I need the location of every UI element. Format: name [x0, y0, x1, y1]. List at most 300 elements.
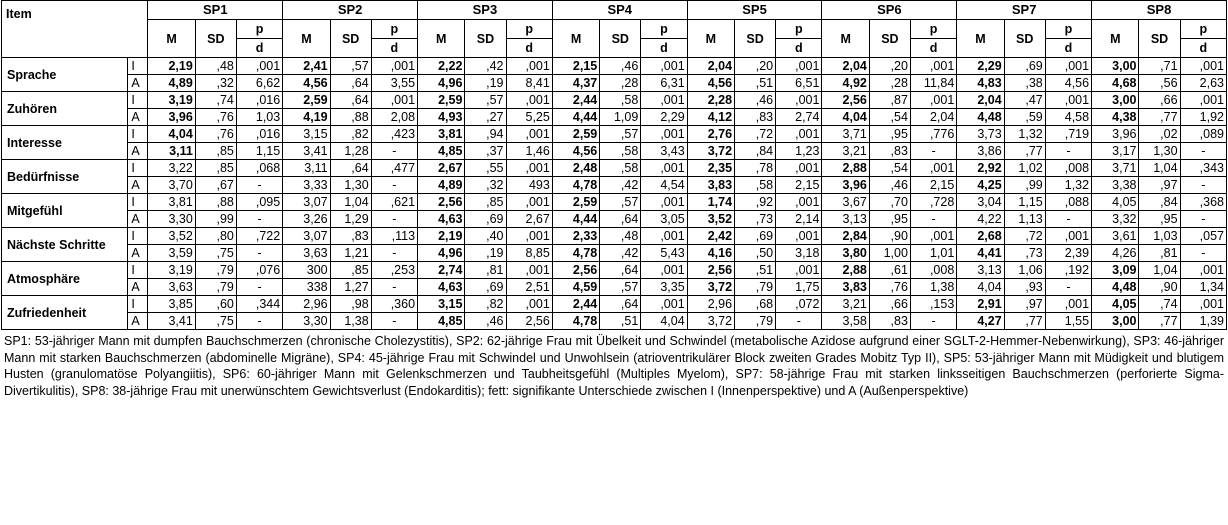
mean-value: 4,16	[687, 245, 734, 262]
mean-value: 300	[283, 262, 330, 279]
mean-value: 2,22	[418, 58, 465, 75]
p-header: p	[1180, 20, 1226, 39]
sd-value: ,85	[195, 143, 236, 160]
sd-value: ,85	[330, 262, 371, 279]
group-header-sp8: SP8	[1092, 1, 1227, 20]
mean-value: 3,73	[957, 126, 1004, 143]
mean-value: 2,96	[283, 296, 330, 313]
table-row	[2, 228, 1227, 245]
sd-value: ,46	[600, 58, 641, 75]
sd-value: ,02	[1139, 126, 1180, 143]
mean-value: 3,70	[148, 177, 195, 194]
sd-value: ,61	[869, 262, 910, 279]
sd-value: ,20	[735, 58, 776, 75]
mean-value: 4,78	[552, 245, 599, 262]
mean-value: 2,56	[822, 92, 869, 109]
group-header-sp5: SP5	[687, 1, 822, 20]
item-label: Sprache	[2, 58, 128, 92]
mean-value: 2,88	[822, 160, 869, 177]
header-row-stats	[2, 20, 1227, 39]
p-or-d-value: 1,23	[776, 143, 822, 160]
p-or-d-value: ,016	[236, 126, 282, 143]
p-or-d-value: ,728	[910, 194, 956, 211]
table-row	[2, 194, 1227, 211]
mean-header: M	[552, 20, 599, 58]
mean-value: 338	[283, 279, 330, 296]
mean-value: 4,85	[418, 313, 465, 330]
mean-value: 2,74	[418, 262, 465, 279]
sd-value: ,95	[1139, 211, 1180, 228]
mean-value: 4,12	[687, 109, 734, 126]
mean-value: 3,41	[283, 143, 330, 160]
mean-value: 3,38	[1092, 177, 1139, 194]
empty-effect: -	[236, 279, 282, 296]
table-row	[2, 160, 1227, 177]
p-or-d-value: ,001	[776, 262, 822, 279]
mean-value: 3,72	[687, 313, 734, 330]
p-or-d-value: ,001	[1045, 58, 1091, 75]
p-or-d-value: ,113	[371, 228, 417, 245]
p-or-d-value: ,068	[236, 160, 282, 177]
sd-header: SD	[869, 20, 910, 58]
mean-value: 2,76	[687, 126, 734, 143]
d-header: d	[236, 39, 282, 58]
sd-value: ,76	[195, 126, 236, 143]
p-or-d-value: ,001	[506, 228, 552, 245]
p-or-d-value: 4,56	[1045, 75, 1091, 92]
mean-value: 2,91	[957, 296, 1004, 313]
perspective-label: A	[128, 109, 148, 126]
mean-value: 3,33	[283, 177, 330, 194]
d-header: d	[910, 39, 956, 58]
p-or-d-value: ,001	[1180, 58, 1226, 75]
p-or-d-value: ,001	[371, 58, 417, 75]
p-or-d-value: 2,63	[1180, 75, 1226, 92]
p-or-d-value: 1,32	[1045, 177, 1091, 194]
p-or-d-value: 1,15	[236, 143, 282, 160]
sd-value: ,82	[465, 296, 506, 313]
mean-value: 2,56	[552, 262, 599, 279]
mean-value: 4,05	[1092, 296, 1139, 313]
p-or-d-value: ,001	[1180, 92, 1226, 109]
sd-value: ,32	[195, 75, 236, 92]
mean-value: 4,48	[957, 109, 1004, 126]
p-or-d-value: ,001	[1180, 296, 1226, 313]
empty-effect: -	[236, 177, 282, 194]
item-label: Interesse	[2, 126, 128, 160]
p-or-d-value: ,088	[1045, 194, 1091, 211]
sd-value: ,77	[1139, 109, 1180, 126]
item-label: Nächste Schritte	[2, 228, 128, 262]
p-or-d-value: ,001	[1045, 228, 1091, 245]
sd-value: ,42	[600, 177, 641, 194]
sd-value: 1,32	[1004, 126, 1045, 143]
sd-value: ,64	[330, 75, 371, 92]
empty-effect: -	[910, 313, 956, 330]
p-or-d-value: ,343	[1180, 160, 1226, 177]
p-or-d-value: ,001	[371, 92, 417, 109]
mean-value: 2,59	[418, 92, 465, 109]
p-or-d-value: ,001	[910, 228, 956, 245]
mean-value: 3,52	[687, 211, 734, 228]
empty-effect: -	[236, 245, 282, 262]
mean-value: 4,89	[148, 75, 195, 92]
sd-value: ,55	[465, 160, 506, 177]
p-or-d-value: 1,38	[910, 279, 956, 296]
sd-value: ,81	[1139, 245, 1180, 262]
sd-value: ,80	[195, 228, 236, 245]
sd-value: ,93	[1004, 279, 1045, 296]
mean-value: 2,28	[687, 92, 734, 109]
mean-value: 4,37	[552, 75, 599, 92]
mean-value: 4,56	[283, 75, 330, 92]
mean-value: 3,86	[957, 143, 1004, 160]
sd-value: ,75	[195, 313, 236, 330]
sd-value: ,99	[195, 211, 236, 228]
p-or-d-value: ,076	[236, 262, 282, 279]
table-row	[2, 75, 1227, 92]
sd-value: ,40	[465, 228, 506, 245]
sd-value: ,20	[869, 58, 910, 75]
p-or-d-value: 3,43	[641, 143, 687, 160]
sd-value: ,78	[735, 160, 776, 177]
perspective-label: A	[128, 279, 148, 296]
p-or-d-value: 2,29	[641, 109, 687, 126]
mean-value: 3,59	[148, 245, 195, 262]
sd-value: 1,21	[330, 245, 371, 262]
mean-value: 3,13	[822, 211, 869, 228]
p-or-d-value: ,776	[910, 126, 956, 143]
sd-value: ,54	[869, 160, 910, 177]
mean-value: 2,44	[552, 296, 599, 313]
empty-effect: -	[371, 177, 417, 194]
sd-header: SD	[195, 20, 236, 58]
mean-value: 2,04	[957, 92, 1004, 109]
sd-header: SD	[330, 20, 371, 58]
sd-value: ,88	[195, 194, 236, 211]
sd-value: ,79	[195, 279, 236, 296]
sd-value: ,83	[869, 313, 910, 330]
p-or-d-value: 1,03	[236, 109, 282, 126]
sd-value: ,75	[195, 245, 236, 262]
sd-value: ,58	[600, 92, 641, 109]
mean-value: 3,85	[148, 296, 195, 313]
perspective-label: I	[128, 92, 148, 109]
p-or-d-value: ,001	[776, 160, 822, 177]
table-row	[2, 211, 1227, 228]
mean-value: 4,85	[418, 143, 465, 160]
mean-value: 3,11	[283, 160, 330, 177]
mean-value: 3,72	[687, 279, 734, 296]
mean-header: M	[687, 20, 734, 58]
mean-value: 4,63	[418, 211, 465, 228]
sd-value: ,57	[600, 279, 641, 296]
sd-header: SD	[1004, 20, 1045, 58]
p-or-d-value: ,001	[506, 92, 552, 109]
p-or-d-value: ,722	[236, 228, 282, 245]
p-or-d-value: ,001	[641, 92, 687, 109]
empty-effect: -	[1045, 211, 1091, 228]
perspective-label: I	[128, 58, 148, 75]
sd-value: ,74	[195, 92, 236, 109]
sd-value: ,87	[869, 92, 910, 109]
p-or-d-value: ,001	[641, 126, 687, 143]
sd-value: ,64	[330, 92, 371, 109]
sd-value: ,57	[600, 194, 641, 211]
p-or-d-value: ,253	[371, 262, 417, 279]
perspective-label: I	[128, 160, 148, 177]
sd-value: 1,29	[330, 211, 371, 228]
mean-value: 3,63	[148, 279, 195, 296]
empty-effect: -	[236, 313, 282, 330]
mean-value: 1,74	[687, 194, 734, 211]
sd-value: ,51	[600, 313, 641, 330]
sd-value: ,90	[1139, 279, 1180, 296]
sd-value: ,84	[735, 143, 776, 160]
mean-value: 3,71	[1092, 160, 1139, 177]
group-header-sp3: SP3	[418, 1, 553, 20]
mean-value: 3,17	[1092, 143, 1139, 160]
mean-value: 2,84	[822, 228, 869, 245]
item-label: Zuhören	[2, 92, 128, 126]
sd-value: 1,27	[330, 279, 371, 296]
mean-value: 2,19	[148, 58, 195, 75]
p-or-d-value: 2,67	[506, 211, 552, 228]
empty-effect: -	[371, 245, 417, 262]
sd-value: ,88	[330, 109, 371, 126]
p-or-d-value: ,001	[641, 228, 687, 245]
p-or-d-value: ,001	[641, 160, 687, 177]
mean-value: 4,04	[148, 126, 195, 143]
mean-value: 3,96	[1092, 126, 1139, 143]
p-or-d-value: 2,14	[776, 211, 822, 228]
perspective-label: I	[128, 296, 148, 313]
table-row	[2, 245, 1227, 262]
mean-value: 3,96	[822, 177, 869, 194]
p-or-d-value: 1,75	[776, 279, 822, 296]
sd-value: ,83	[735, 109, 776, 126]
sd-header: SD	[465, 20, 506, 58]
sd-value: 1,13	[1004, 211, 1045, 228]
sd-value: 1,30	[1139, 143, 1180, 160]
sd-value: ,54	[869, 109, 910, 126]
table-row	[2, 126, 1227, 143]
sd-value: ,47	[1004, 92, 1045, 109]
mean-value: 3,80	[822, 245, 869, 262]
d-header: d	[641, 39, 687, 58]
mean-value: 3,15	[418, 296, 465, 313]
sd-value: ,60	[195, 296, 236, 313]
p-or-d-value: ,001	[776, 58, 822, 75]
sd-value: ,92	[735, 194, 776, 211]
sd-value: ,69	[465, 211, 506, 228]
sd-value: ,48	[195, 58, 236, 75]
sd-value: ,82	[330, 126, 371, 143]
sd-value: ,64	[600, 296, 641, 313]
p-or-d-value: 4,54	[641, 177, 687, 194]
p-or-d-value: ,001	[506, 126, 552, 143]
mean-header: M	[418, 20, 465, 58]
sd-value: 1,09	[600, 109, 641, 126]
empty-effect: -	[1045, 143, 1091, 160]
mean-value: 4,27	[957, 313, 1004, 330]
p-or-d-value: 2,15	[910, 177, 956, 194]
table-row	[2, 109, 1227, 126]
sd-value: ,28	[600, 75, 641, 92]
p-or-d-value: 3,18	[776, 245, 822, 262]
p-or-d-value: ,621	[371, 194, 417, 211]
sd-value: ,19	[465, 245, 506, 262]
p-or-d-value: 6,51	[776, 75, 822, 92]
perspective-label: A	[128, 177, 148, 194]
sd-value: ,37	[465, 143, 506, 160]
footnote: SP1: 53-jähriger Mann mit dumpfen Bauchschmerzen (chronische Cholezystitis), SP2: 62-jährige Frau mit Übelkeit und Schwindel (metabolische Azidose aufgrund einer SGLT-2-Hemmer-Nebenwirkung), SP3: 46-jähriger Mann mit starken Bauchschmerzen (abdominelle Migräne), SP4: 45-jährige Frau mit Schwindel und Unwohlsein (atrioventrikulärer Block zweiten Grades Mobitz Typ II), SP5: 53-jähriger Mann mit Müdigkeit und blutigem Husten (granulomatöse Polyangiitis), SP6: 60-jähriger Mann mit Gelenkschmerzen und Taubheitsgefühl (Multiples Myelom), SP7: 58-jährige Frau mit starken linksseitigen Bauchschmerzen (perforierte Sigma-Divertikulitis), SP8: 38-jährige Frau mit unerwünschtem Gewichtsverlust (Endokarditis); fett: signifikante Unterschiede zwischen I (Innenperspektive) und A (Außenperspektive)	[4, 334, 1224, 398]
p-or-d-value: ,001	[506, 262, 552, 279]
p-or-d-value: ,477	[371, 160, 417, 177]
sd-value: ,83	[330, 228, 371, 245]
sd-header: SD	[600, 20, 641, 58]
p-or-d-value: ,001	[236, 58, 282, 75]
results-table	[1, 0, 1227, 330]
item-label: Mitgefühl	[2, 194, 128, 228]
p-or-d-value: ,001	[641, 58, 687, 75]
p-or-d-value: 5,25	[506, 109, 552, 126]
p-or-d-value: ,001	[1045, 296, 1091, 313]
empty-effect: -	[776, 313, 822, 330]
perspective-label: I	[128, 262, 148, 279]
p-or-d-value: ,095	[236, 194, 282, 211]
sd-value: ,27	[465, 109, 506, 126]
sd-value: 1,03	[1139, 228, 1180, 245]
mean-value: 2,48	[552, 160, 599, 177]
p-or-d-value: 3,35	[641, 279, 687, 296]
p-header: p	[910, 20, 956, 39]
mean-value: 4,48	[1092, 279, 1139, 296]
sd-value: ,64	[600, 262, 641, 279]
sd-value: ,84	[1139, 194, 1180, 211]
p-or-d-value: ,001	[641, 296, 687, 313]
p-or-d-value: ,423	[371, 126, 417, 143]
p-or-d-value: ,001	[776, 228, 822, 245]
mean-value: 4,44	[552, 211, 599, 228]
mean-value: 2,68	[957, 228, 1004, 245]
sd-value: ,58	[600, 160, 641, 177]
mean-value: 3,30	[283, 313, 330, 330]
p-or-d-value: ,008	[910, 262, 956, 279]
sd-value: ,72	[735, 126, 776, 143]
p-or-d-value: 11,84	[910, 75, 956, 92]
mean-value: 2,96	[687, 296, 734, 313]
p-or-d-value: ,001	[1180, 262, 1226, 279]
mean-value: 4,96	[418, 75, 465, 92]
sd-value: ,28	[869, 75, 910, 92]
p-header: p	[236, 20, 282, 39]
sd-value: ,81	[465, 262, 506, 279]
empty-effect: -	[371, 211, 417, 228]
sd-value: ,58	[600, 143, 641, 160]
sd-value: ,95	[869, 126, 910, 143]
sd-value: ,67	[195, 177, 236, 194]
p-or-d-value: 493	[506, 177, 552, 194]
mean-value: 3,00	[1092, 92, 1139, 109]
p-or-d-value: ,001	[776, 92, 822, 109]
sd-value: ,57	[465, 92, 506, 109]
sd-header: SD	[735, 20, 776, 58]
sd-value: ,68	[735, 296, 776, 313]
sd-value: 1,30	[330, 177, 371, 194]
table-row	[2, 262, 1227, 279]
mean-value: 3,21	[822, 296, 869, 313]
mean-value: 3,21	[822, 143, 869, 160]
d-header: d	[776, 39, 822, 58]
mean-value: 3,58	[822, 313, 869, 330]
mean-value: 2,56	[418, 194, 465, 211]
sd-value: ,71	[1139, 58, 1180, 75]
mean-value: 2,59	[552, 126, 599, 143]
sd-value: ,64	[330, 160, 371, 177]
sd-header: SD	[1139, 20, 1180, 58]
mean-header: M	[822, 20, 869, 58]
mean-value: 3,19	[148, 262, 195, 279]
empty-effect: -	[1180, 143, 1226, 160]
sd-value: ,76	[869, 279, 910, 296]
table-row	[2, 313, 1227, 330]
d-header: d	[371, 39, 417, 58]
mean-value: 3,83	[687, 177, 734, 194]
sd-value: ,19	[465, 75, 506, 92]
p-header: p	[371, 20, 417, 39]
sd-value: ,57	[330, 58, 371, 75]
mean-value: 3,71	[822, 126, 869, 143]
sd-value: ,94	[465, 126, 506, 143]
table-row	[2, 279, 1227, 296]
mean-value: 3,13	[957, 262, 1004, 279]
sd-value: ,51	[735, 75, 776, 92]
item-label: Zufriedenheit	[2, 296, 128, 330]
p-or-d-value: ,192	[1045, 262, 1091, 279]
mean-header: M	[957, 20, 1004, 58]
mean-value: 3,81	[148, 194, 195, 211]
p-or-d-value: ,344	[236, 296, 282, 313]
table-row	[2, 92, 1227, 109]
sd-value: ,66	[869, 296, 910, 313]
p-or-d-value: 8,41	[506, 75, 552, 92]
table-row	[2, 177, 1227, 194]
empty-effect: -	[236, 211, 282, 228]
mean-value: 2,04	[687, 58, 734, 75]
mean-value: 4,22	[957, 211, 1004, 228]
mean-value: 2,41	[283, 58, 330, 75]
mean-value: 3,19	[148, 92, 195, 109]
d-header: d	[1180, 39, 1226, 58]
mean-value: 2,04	[822, 58, 869, 75]
mean-value: 4,04	[822, 109, 869, 126]
mean-value: 4,56	[552, 143, 599, 160]
p-or-d-value: ,089	[1180, 126, 1226, 143]
sd-value: ,57	[600, 126, 641, 143]
p-or-d-value: ,072	[776, 296, 822, 313]
mean-value: 3,61	[1092, 228, 1139, 245]
mean-value: 4,78	[552, 313, 599, 330]
mean-value: 3,96	[148, 109, 195, 126]
mean-value: 3,15	[283, 126, 330, 143]
sd-value: 1,00	[869, 245, 910, 262]
p-or-d-value: 1,34	[1180, 279, 1226, 296]
perspective-label: A	[128, 211, 148, 228]
p-header: p	[506, 20, 552, 39]
mean-value: 2,19	[418, 228, 465, 245]
sd-value: ,69	[735, 228, 776, 245]
